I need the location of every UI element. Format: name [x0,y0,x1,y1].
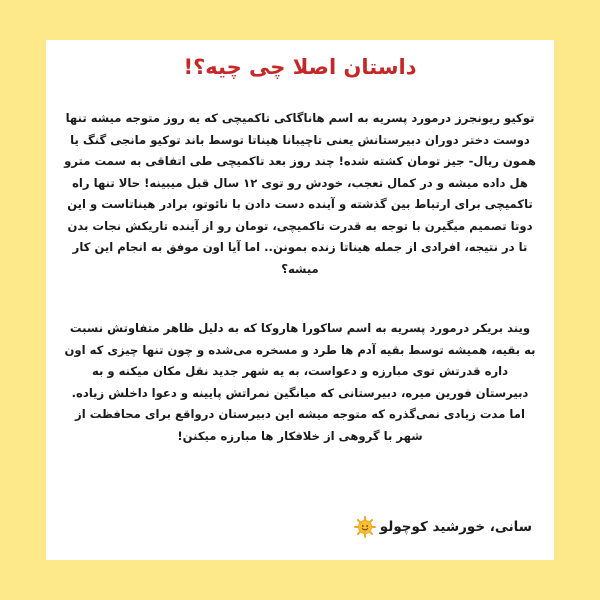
story-paragraph-wind-breaker: ویند بریکر درمورد پسریه به اسم ساکورا هاروکا که به دلیل ظاهر متفاوتش نسبت به بقیه، همیشه توسط بقیه آدم ها طرد و مسخره می‌شده و چون تنها چیزی که اون داره قدرتش توی مبارزه و دعواست، به یه شهر جدید نقل مکان میکنه و به دبیرستان فورین میره، دبیرستانی که میانگین نمراتش پایینه و دعوا داخلش زیاده. اما مدت زیادی نمی‌گذره که متوجه میشه این دبیرستان درواقع برای محافظت از شهر با گروهی از خلافکار ها مبارزه میکنن! [64,321,536,443]
post-title: داستان اصلا چی چیه؟! [183,55,417,79]
sun-emoji-icon [354,516,376,538]
story-paragraph-tokyo-revengers: توکیو ریونجرز درمورد پسریه به اسم هاناگاکی تاکمیچی که یه روز متوجه میشه تنها دوست دختر دوران دبیرستانش یعنی تاچیبانا هیناتا توسط باند توکیو مانجی گنگ یا همون ریال- جیز تومان کشته شده! چند روز بعد تاکمیچی طی اتفاقی به سمت مترو هل داده میشه و در کمال تعجب، خودش رو توی ۱۲ سال قبل میبینه! حالا تنها راه تاکمیچی برای ارتباط بین گذشته و آینده دست دادن با نائوتو، برادر هیناتاست و این دوتا تصمیم میگیرن با توجه به قدرت تاکمیچی، تومان رو از آینده تاریکش نجات بدن تا در نتیجه، افرادی از جمله هیناتا زنده بمونن.. اما آیا اون موفق به انجام این کار میشه؟ [64,111,536,276]
post-card [46,40,554,560]
signature [354,516,532,538]
signature-text: سانی، خورشید کوچولو [379,519,532,535]
